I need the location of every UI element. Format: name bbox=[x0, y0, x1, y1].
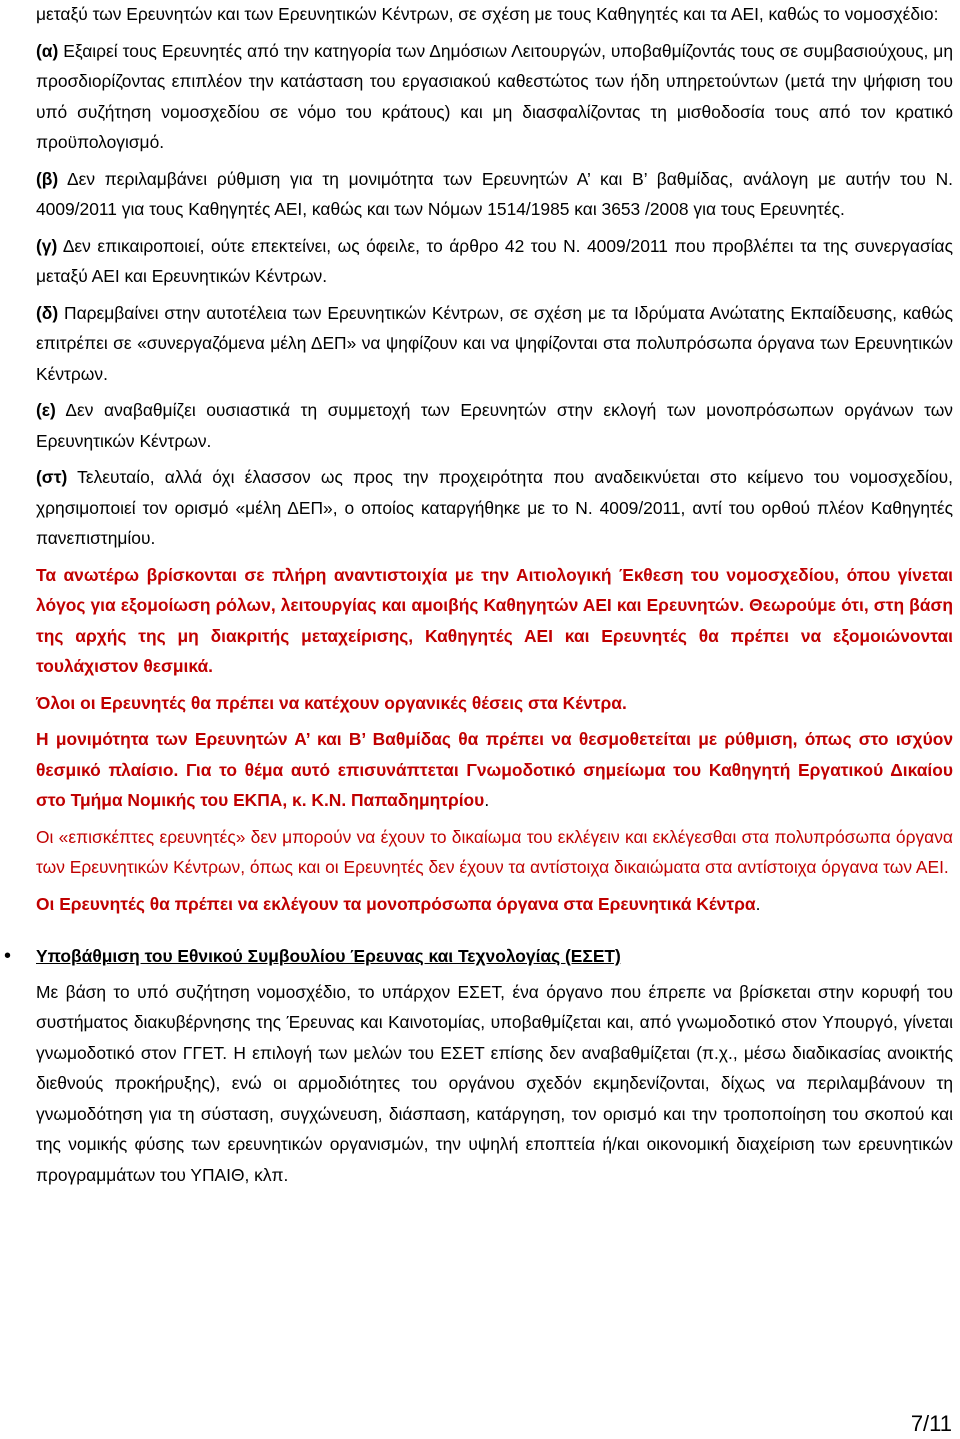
section-heading-row bbox=[4, 941, 953, 972]
red-paragraph-3 bbox=[36, 724, 953, 816]
item-st-text: Τελευταίο, αλλά όχι έλασσον ως προς την προχειρότητα που αναδεικνύεται στο κείμενο του νομοσχεδίου, χρησιμοποιεί τον ορισμό «μέλη ΔΕΠ», ο οποίος καταργήθηκε με το Ν. 4009/2011, αντί του ορθού πλέον Καθηγητές πανεπιστημίου. bbox=[36, 467, 953, 548]
item-a bbox=[36, 36, 953, 158]
item-d-text: Παρεμβαίνει στην αυτοτέλεια των Ερευνητικών Κέντρων, σε σχέση με τα Ιδρύματα Ανώτατης Εκπαίδευσης, καθώς επιτρέπει σε «συνεργαζόμενα μέλη ΔΕΠ» να ψηφίζουν και να ψηφίζονται στα πολυπρόσωπα όργανα των Ερευνητικών Κέντρων. bbox=[36, 302, 953, 384]
red-paragraph-5 bbox=[36, 889, 953, 920]
item-st-label: (στ) bbox=[36, 467, 68, 487]
item-g-text: Δεν επικαιροποιεί, ούτε επεκτείνει, ως όφειλε, το άρθρο 42 του Ν. 4009/2011 που προβλέπει τα της συνεργασίας μεταξύ ΑΕΙ και Ερευνητικών Κέντρων. bbox=[36, 235, 953, 286]
item-d-label: (δ) bbox=[36, 302, 59, 323]
item-d bbox=[36, 298, 953, 390]
red-paragraph-3-text: Η μονιμότητα των Ερευνητών Α’ και Β’ Βαθμίδας θα πρέπει να θεσμοθετείται με ρύθμιση, όπως στο ισχύον θεσμικό πλαίσιο. Για το θέμα αυτό επισυνάπτεται Γνωμοδοτικό σημείωμα του Καθηγητή Εργατικού Δικαίου στο Τμήμα Νομικής του ΕΚΠΑ, κ. Κ.Ν. Παπαδημητρίου bbox=[36, 729, 953, 810]
item-st bbox=[36, 462, 953, 554]
document-page bbox=[4, 0, 953, 1196]
red-paragraph-4: Οι «επισκέπτες ερευνητές» δεν μπορούν να έχουν το δικαίωμα του εκλέγειν και εκλέγεσθαι στα πολυπρόσωπα όργανα των Ερευνητικών Κέντρων, όπως και οι Ερευνητές δεν έχουν τα αντίστοιχα δικαιώματα στα αντίστοιχα όργανα των ΑΕΙ. bbox=[36, 826, 953, 877]
red-paragraph-5-end: . bbox=[755, 893, 761, 914]
item-e-text: Δεν αναβαθμίζει ουσιαστικά τη συμμετοχή των Ερευνητών στην εκλογή των μονοπρόσωπων οργάνων των Ερευνητικών Κέντρων. bbox=[36, 400, 953, 451]
red-paragraph-1: Τα ανωτέρω βρίσκονται σε πλήρη αναντιστοιχία με την Αιτιολογική Έκθεση του νομοσχεδίου, όπου γίνεται λόγος για εξομοίωση ρόλων, λειτουργίας και αμοιβής Καθηγητών ΑΕΙ και Ερευνητών. Θεωρούμε ότι, στη βάση της αρχής της μη διακριτής μεταχείρισης, Καθηγητές ΑΕΙ και Ερευνητές θα πρέπει να εξομοιώνονται τουλάχιστον θεσμικά. bbox=[36, 564, 953, 676]
item-e-label: (ε) bbox=[36, 400, 56, 420]
bullet-icon: • bbox=[4, 945, 12, 967]
item-g bbox=[36, 231, 953, 292]
item-b-label: (β) bbox=[36, 168, 59, 189]
item-a-text: Εξαιρεί τους Ερευνητές από την κατηγορία των Δημόσιων Λειτουργών, υποβαθμίζοντάς τους σε συμβασιούχους, μη προσδιορίζοντας επιπλέον την κατάσταση του εργασιακού καθεστώτος των ήδη υπηρετούντων (μετά την ψήφιση του υπό συζήτηση νομοσχεδίου σε νόμο του κράτους) και μη διασφαλίζοντας τη μισθοδοσία τους από τον κρατικό προϋπολογισμό. bbox=[36, 40, 953, 152]
red-paragraph-2: Όλοι οι Ερευνητές θα πρέπει να κατέχουν οργανικές θέσεις στα Κέντρα. bbox=[36, 692, 627, 713]
red-paragraph-3-end: . bbox=[484, 790, 490, 810]
item-b bbox=[36, 164, 953, 225]
item-g-label: (γ) bbox=[36, 235, 58, 256]
intro-paragraph: μεταξύ των Ερευνητών και των Ερευνητικών Κέντρων, σε σχέση με τους Καθηγητές και τα ΑΕΙ, καθώς το νομοσχέδιο: bbox=[36, 4, 939, 24]
eset-paragraph: Με βάση το υπό συζήτηση νομοσχέδιο, το υπάρχον ΕΣΕΤ, ένα όργανο που έπρεπε να βρίσκεται στην κορυφή του συστήματος διακυβέρνησης της Έρευνας και Καινοτομίας, υποβαθμίζεται και, από γνωμοδοτικό στον Υπουργό, γίνεται γνωμοδοτικό στον ΓΓΕΤ. Η επιλογή των μελών του ΕΣΕΤ επίσης δεν αναβαθμίζεται (π.χ., μέσω διαδικασίας ανοικτής διεθνούς προκήρυξης), ενώ οι αρμοδιότητες του οργάνου σχεδόν εκμηδενίζονται, δίχως να περιλαμβάνουν τη γνωμοδότηση για τη σύσταση, συγχώνευση, διάσπαση, κατάργηση, τον ορισμό και την τροποποίηση του σκοπού και της νομικής φύσης των ερευνητικών οργανισμών, την υψηλή εποπτεία ή/και οικονομική διαχείριση των ερευνητικών προγραμμάτων του ΥΠΑΙΘ, κλπ. bbox=[36, 981, 953, 1185]
red-paragraph-5-text: Οι Ερευνητές θα πρέπει να εκλέγουν τα μονοπρόσωπα όργανα στα Ερευνητικά Κέντρα bbox=[36, 893, 756, 914]
page-number: 7/11 bbox=[910, 1411, 952, 1436]
item-a-label: (α) bbox=[36, 40, 59, 61]
item-e bbox=[36, 395, 953, 456]
item-b-text: Δεν περιλαμβάνει ρύθμιση για τη μονιμότητα των Ερευνητών Α’ και Β’ βαθμίδας, ανάλογη με αυτήν του Ν. 4009/2011 για τους Καθηγητές ΑΕΙ, καθώς και των Νόμων 1514/1985 και 3653 /2008 για τους Ερευνητές. bbox=[36, 168, 953, 219]
section-heading: Υποβάθμιση του Εθνικού Συμβουλίου Έρευνας και Τεχνολογίας (ΕΣΕΤ) bbox=[36, 946, 621, 966]
